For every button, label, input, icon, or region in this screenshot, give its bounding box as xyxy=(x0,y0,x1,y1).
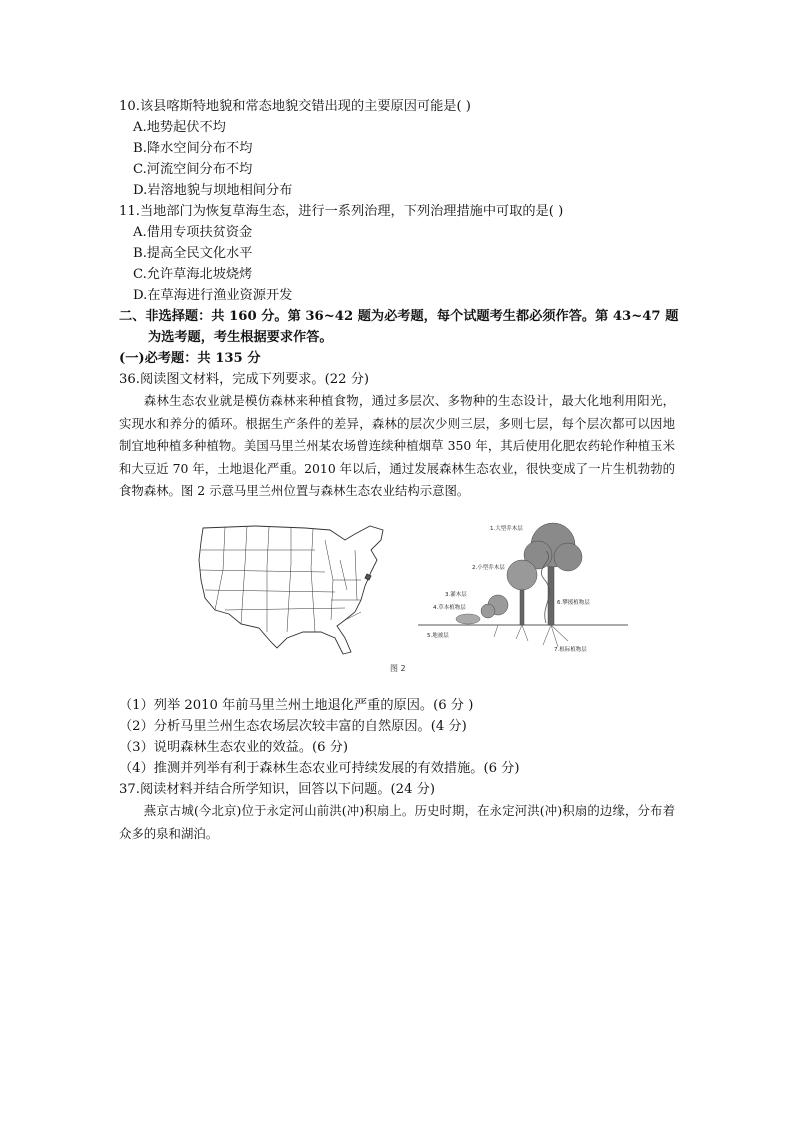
layer-label-3: 3.灌木层 xyxy=(445,592,467,598)
q10-option-d: D.岩溶地貌与坝地相间分布 xyxy=(133,183,293,198)
q36-material-text: 森林生态农业就是模仿森林来种植食物，通过多层次、多物种的生态设计，最大化地利用阳光，实现水和养分的循环。根据生产条件的差异，森林的层次少则三层，多则七层，每个层次都可以因地制宜地种植多种植物。美国马里兰州某农场曾连续种植烟草 350 年，其后使用化肥农药轮作种植玉米和大豆近 70 年，土地退化严重。2010 年以后，通过发展森林生态农业，很快变成了一片生机勃勃的食物森林。图 2 示意马里兰州位置与森林生态农业结构示意图。 xyxy=(119,393,675,498)
q36-subq-4: （4）推测并列举有利于森林生态农业可持续发展的有效措施。(6 分) xyxy=(119,761,520,776)
q11-option-a: A.借用专项扶贫资金 xyxy=(133,225,253,240)
layer-label-2: 2.小型乔木层 xyxy=(472,565,505,571)
figure-caption: 图 2 xyxy=(390,664,406,673)
layer-label-4: 4.草本植物层 xyxy=(433,605,466,611)
herb-layer xyxy=(456,614,480,624)
us-map-figure xyxy=(195,520,395,660)
forest-layers-figure xyxy=(418,515,628,657)
q11-stem: 11.当地部门为恢复草海生态，进行一系列治理，下列治理措施中可取的是( ) xyxy=(119,204,564,219)
us-map-state-borders xyxy=(200,526,361,632)
section2-heading-cont: 为选考题，考生根据要求作答。 xyxy=(148,330,333,345)
q36-subq-3: （3）说明森林生态农业的效益。(6 分) xyxy=(119,740,349,755)
q10-option-b: B.降水空间分布不均 xyxy=(133,141,253,156)
q36-stem: 36.阅读图文材料，完成下列要求。(22 分) xyxy=(119,372,370,387)
layer-label-5: 5.地被层 xyxy=(427,633,449,639)
layer-label-6: 6.攀援植物层 xyxy=(557,600,590,606)
q37-material xyxy=(119,800,675,845)
small-tree xyxy=(507,560,537,625)
roots xyxy=(494,625,568,647)
section2-subheading: (一)必考题：共 135 分 xyxy=(119,351,261,366)
q11-option-c: C.允许草海北坡烧烤 xyxy=(133,267,253,282)
q10-option-c: C.河流空间分布不均 xyxy=(133,162,253,177)
q36-material xyxy=(119,390,675,503)
q11-option-b: B.提高全民文化水平 xyxy=(133,246,253,261)
q10-option-a: A.地势起伏不均 xyxy=(133,120,226,135)
q10-stem: 10.该县喀斯特地貌和常态地貌交错出现的主要原因可能是( ) xyxy=(119,99,471,114)
q36-subq-1: （1）列举 2010 年前马里兰州土地退化严重的原因。(6 分 ) xyxy=(119,698,474,713)
layer-label-7: 7.根际植物层 xyxy=(554,647,587,653)
q36-subq-2: （2）分析马里兰州生态农场层次较丰富的自然原因。(4 分) xyxy=(119,719,467,734)
q37-stem: 37.阅读材料并结合所学知识，回答以下问题。(24 分) xyxy=(119,782,435,797)
shrub xyxy=(481,595,508,618)
layer-label-1: 1.大型乔木层 xyxy=(490,526,523,532)
section2-heading: 二、非选择题：共 160 分。第 36~42 题为必考题，每个试题考生都必须作答。第 43~47 题 xyxy=(119,309,679,324)
q11-option-d: D.在草海进行渔业资源开发 xyxy=(133,288,293,303)
q37-material-text: 燕京古城(今北京)位于永定河山前洪(冲)积扇上。历史时期，在永定河洪(冲)积扇的边缘，分布着众多的泉和湖泊。 xyxy=(119,803,675,841)
